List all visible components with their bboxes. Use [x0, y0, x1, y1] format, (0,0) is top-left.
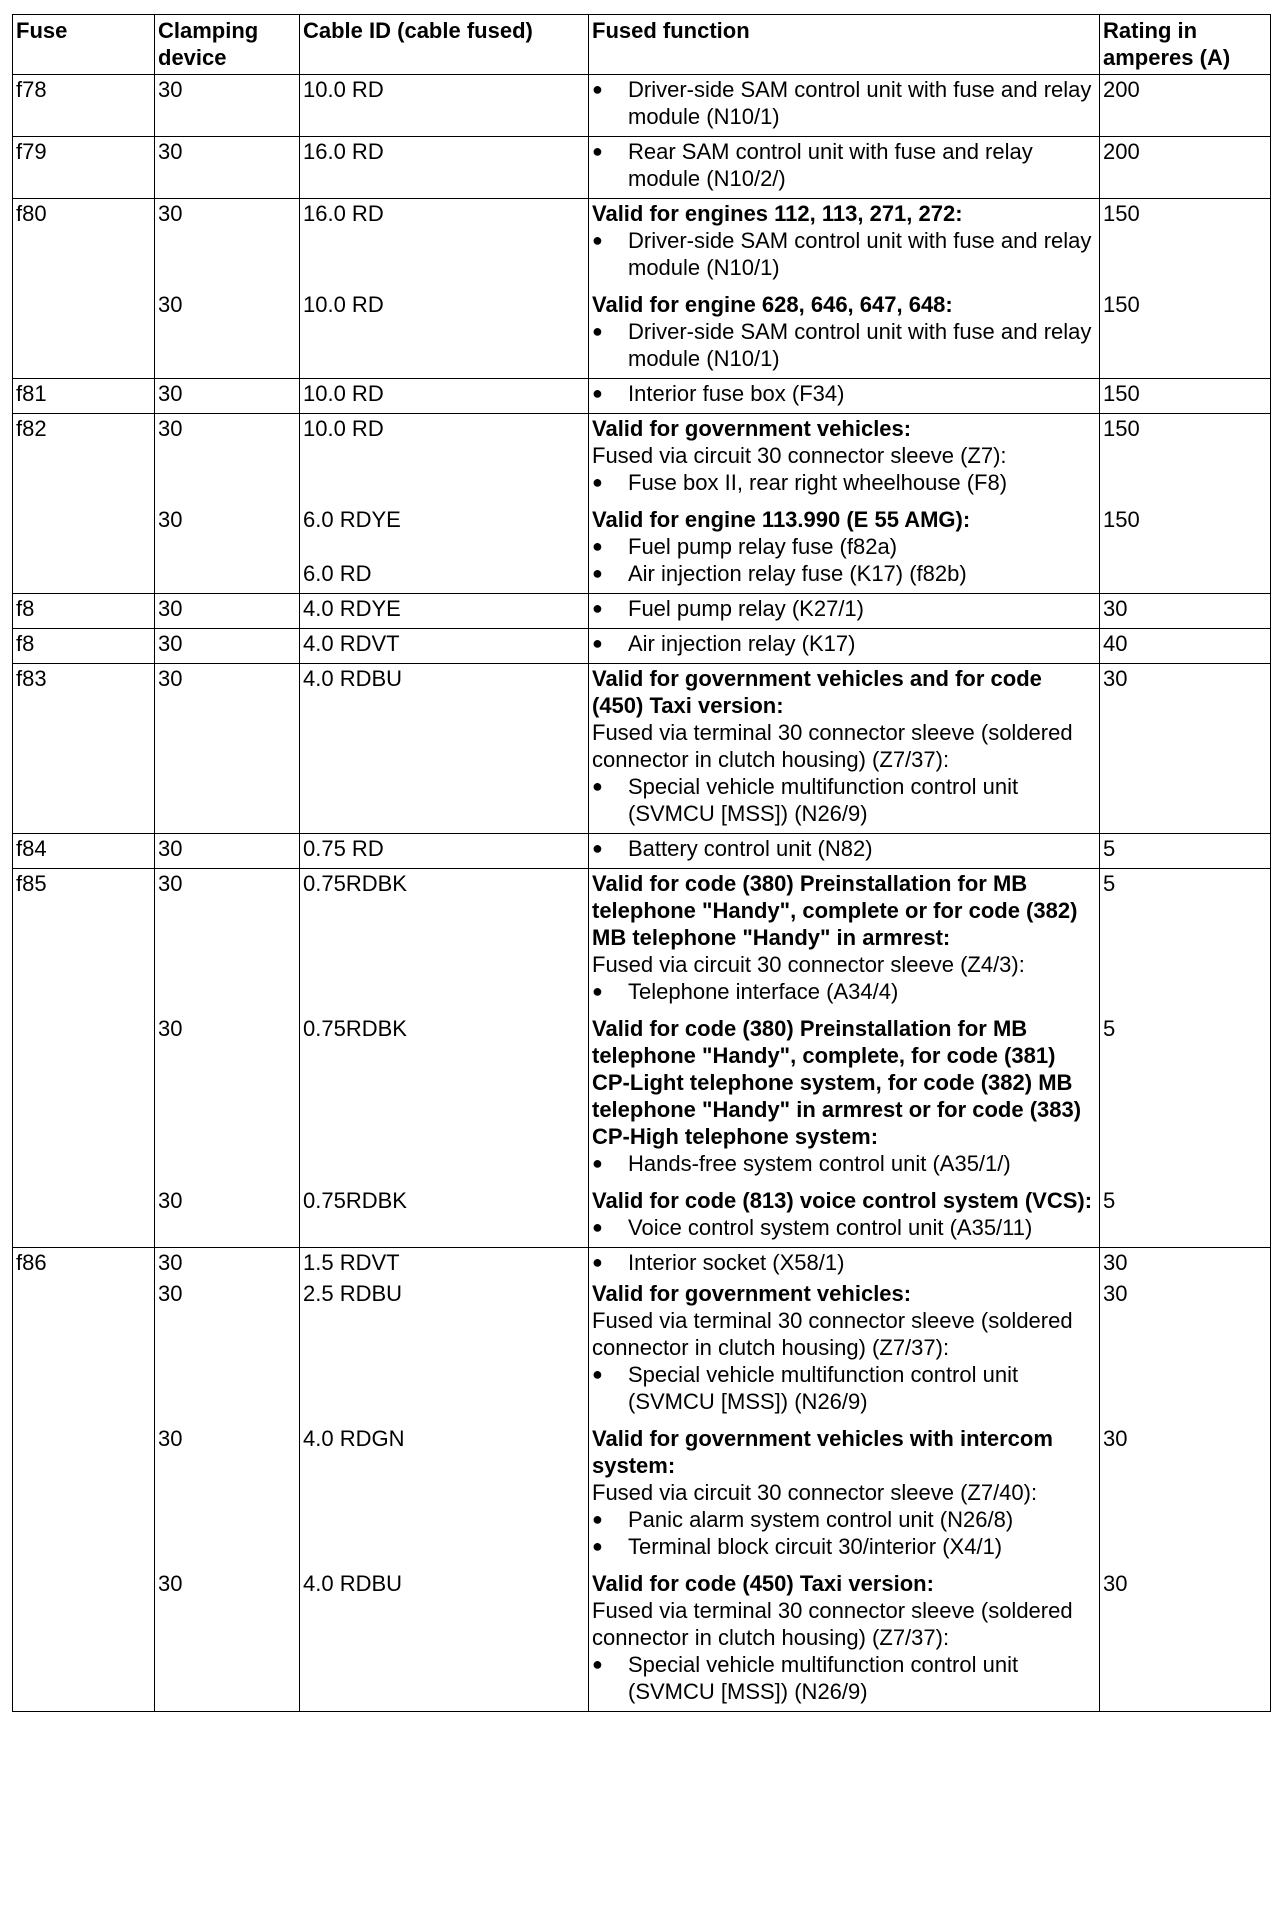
- clamping-entry: [155, 414, 299, 499]
- function-text: Fused via circuit 30 connector sleeve (Z4/3):: [592, 952, 1025, 977]
- fuse-cell: f80: [13, 199, 155, 379]
- function-entry: [589, 664, 1099, 830]
- function-entry: [589, 1186, 1099, 1244]
- cable-cell: [300, 137, 589, 199]
- cable-cell: [300, 834, 589, 869]
- rating-cell: [1100, 414, 1271, 594]
- cable-entry: [300, 137, 588, 195]
- rating-value: 30: [1103, 1426, 1128, 1451]
- bullet-text: Air injection relay fuse (K17) (f82b): [628, 561, 967, 586]
- bullet-icon: ●: [592, 383, 603, 403]
- bullet-icon: ●: [592, 981, 603, 1001]
- fuse-cell: f83: [13, 664, 155, 834]
- table-row: [13, 137, 1271, 199]
- cable-cell: [300, 199, 589, 379]
- cable-id: 0.75 RD: [303, 836, 384, 861]
- clamping-entry: [155, 1569, 299, 1708]
- bullet-item: [592, 1506, 1094, 1533]
- bullet-icon: ●: [592, 141, 603, 161]
- fuse-table-document: [12, 14, 1270, 1712]
- function-cell: [589, 834, 1100, 869]
- bullet-text: Special vehicle multifunction control unit (SVMCU [MSS]) (N26/9): [628, 774, 1019, 826]
- bullet-item: [592, 1249, 1094, 1276]
- rating-entry: [1100, 379, 1270, 410]
- bullet-icon: ●: [592, 1654, 603, 1674]
- rating-entry: [1100, 199, 1270, 284]
- rating-cell: [1100, 869, 1271, 1248]
- clamping-value: 30: [158, 201, 183, 226]
- clamping-cell: [155, 414, 300, 594]
- table-header: [13, 15, 1271, 75]
- clamping-cell: [155, 199, 300, 379]
- clamping-entry: [155, 379, 299, 410]
- function-entry: [589, 1569, 1099, 1708]
- cable-cell: [300, 594, 589, 629]
- header-fuse: Fuse: [13, 15, 155, 75]
- table-body: [13, 75, 1271, 1712]
- bullet-text: Rear SAM control unit with fuse and relay module (N10/2/): [628, 139, 1033, 191]
- bullet-icon: ●: [592, 1252, 603, 1272]
- clamping-cell: [155, 75, 300, 137]
- cable-entry: [300, 290, 588, 375]
- rating-cell: [1100, 664, 1271, 834]
- table-row: [13, 199, 1271, 379]
- cable-id: 10.0 RD: [303, 381, 384, 406]
- clamping-value: 30: [158, 666, 183, 691]
- table-row: [13, 379, 1271, 414]
- fuse-cell: f78: [13, 75, 155, 137]
- bullet-item: [592, 560, 1094, 587]
- clamping-entry: [155, 199, 299, 284]
- bullet-icon: ●: [592, 536, 603, 556]
- clamping-cell: [155, 1248, 300, 1712]
- clamping-value: 30: [158, 1188, 183, 1213]
- bullet-item: [592, 533, 1094, 560]
- bullet-item: [592, 1361, 1094, 1415]
- table-row: [13, 664, 1271, 834]
- bullet-icon: ●: [592, 1536, 603, 1556]
- rating-entry: [1100, 75, 1270, 133]
- rating-value: 5: [1103, 836, 1116, 861]
- bullet-text: Voice control system control unit (A35/11): [628, 1215, 1033, 1240]
- rating-entry: [1100, 290, 1270, 375]
- fuse-cell: f86: [13, 1248, 155, 1712]
- clamping-entry: [155, 594, 299, 625]
- cable-id: 2.5 RDBU: [303, 1281, 403, 1306]
- function-entry: [589, 869, 1099, 1008]
- cable-id: 6.0 RD: [303, 561, 372, 586]
- clamping-value: 30: [158, 836, 183, 861]
- bullet-text: Interior fuse box (F34): [628, 381, 845, 406]
- header-clamping-device: Clamping device: [155, 15, 300, 75]
- function-heading: Valid for engines 112, 113, 271, 272:: [592, 201, 963, 226]
- function-cell: [589, 629, 1100, 664]
- cable-entry: [300, 1186, 588, 1244]
- rating-cell: [1100, 75, 1271, 137]
- bullet-item: [592, 1651, 1094, 1705]
- bullet-item: [592, 227, 1094, 281]
- rating-value: 5: [1103, 1188, 1116, 1213]
- function-entry: [589, 505, 1099, 590]
- bullet-text: Driver-side SAM control unit with fuse and relay module (N10/1): [628, 228, 1092, 280]
- bullet-icon: ●: [592, 79, 603, 99]
- bullet-item: [592, 469, 1094, 496]
- cable-entry: [300, 379, 588, 410]
- bullet-item: [592, 318, 1094, 372]
- clamping-value: 30: [158, 139, 183, 164]
- bullet-text: Driver-side SAM control unit with fuse and relay module (N10/1): [628, 319, 1092, 371]
- rating-cell: [1100, 1248, 1271, 1712]
- clamping-value: 30: [158, 381, 183, 406]
- function-text: Fused via terminal 30 connector sleeve (soldered connector in clutch housing) (Z7/37):: [592, 720, 1073, 772]
- rating-entry: [1100, 414, 1270, 499]
- bullet-icon: ●: [592, 1509, 603, 1529]
- cable-cell: [300, 664, 589, 834]
- bullet-icon: ●: [592, 776, 603, 796]
- bullet-icon: ●: [592, 230, 603, 250]
- bullet-item: [592, 138, 1094, 192]
- bullet-text: Special vehicle multifunction control unit (SVMCU [MSS]) (N26/9): [628, 1362, 1019, 1414]
- function-text: Fused via terminal 30 connector sleeve (soldered connector in clutch housing) (Z7/37):: [592, 1598, 1073, 1650]
- clamping-entry: [155, 290, 299, 375]
- bullet-item: [592, 835, 1094, 862]
- function-entry: [589, 290, 1099, 375]
- function-cell: [589, 75, 1100, 137]
- cable-id: 0.75RDBK: [303, 871, 407, 896]
- clamping-entry: [155, 869, 299, 1008]
- cable-entry: [300, 869, 588, 1008]
- rating-entry: [1100, 505, 1270, 590]
- rating-value: 5: [1103, 871, 1116, 896]
- clamping-cell: [155, 869, 300, 1248]
- function-text: Fused via circuit 30 connector sleeve (Z7):: [592, 443, 1007, 468]
- function-heading: Valid for government vehicles:: [592, 416, 912, 441]
- cable-entry: [300, 199, 588, 284]
- bullet-text: Air injection relay (K17): [628, 631, 856, 656]
- bullet-item: [592, 76, 1094, 130]
- function-entry: [589, 199, 1099, 284]
- bullet-item: [592, 1150, 1094, 1177]
- function-text: Fused via circuit 30 connector sleeve (Z7/40):: [592, 1480, 1038, 1505]
- clamping-value: 30: [158, 1426, 183, 1451]
- clamping-value: 30: [158, 1571, 183, 1596]
- bullet-icon: ●: [592, 598, 603, 618]
- rating-entry: [1100, 137, 1270, 195]
- function-entry: [589, 137, 1099, 195]
- fuse-cell: f84: [13, 834, 155, 869]
- cable-id: 0.75RDBK: [303, 1188, 407, 1213]
- clamping-entry: [155, 137, 299, 195]
- bullet-text: Panic alarm system control unit (N26/8): [628, 1507, 1014, 1532]
- rating-value: 150: [1103, 507, 1140, 532]
- cable-cell: [300, 629, 589, 664]
- fuse-cell: f8: [13, 594, 155, 629]
- function-heading: Valid for code (380) Preinstallation for MB telephone "Handy", complete, for code (381) CP-Light telephone system, for code (382) MB telephone "Handy" in armrest or for code (383) CP-High telephone system:: [592, 1016, 1082, 1149]
- bullet-item: [592, 773, 1094, 827]
- function-heading: Valid for engine 628, 646, 647, 648:: [592, 292, 953, 317]
- rating-entry: [1100, 1279, 1270, 1418]
- cable-cell: [300, 75, 589, 137]
- rating-value: 5: [1103, 1016, 1116, 1041]
- rating-entry: [1100, 594, 1270, 625]
- bullet-icon: ●: [592, 1364, 603, 1384]
- function-heading: Valid for code (380) Preinstallation for MB telephone "Handy", complete or for code (382) MB telephone "Handy" in armrest:: [592, 871, 1078, 950]
- function-entry: [589, 379, 1099, 410]
- cable-id: 4.0 RDBU: [303, 666, 403, 691]
- function-entry: [589, 1014, 1099, 1180]
- cable-entry: [300, 1014, 588, 1180]
- function-cell: [589, 594, 1100, 629]
- cable-id: 4.0 RDBU: [303, 1571, 403, 1596]
- function-cell: [589, 664, 1100, 834]
- clamping-value: 30: [158, 1281, 183, 1306]
- cable-entry: [300, 1569, 588, 1708]
- clamping-entry: [155, 1424, 299, 1563]
- function-entry: [589, 834, 1099, 865]
- rating-value: 200: [1103, 139, 1140, 164]
- table-row: [13, 75, 1271, 137]
- clamping-entry: [155, 629, 299, 660]
- rating-value: 150: [1103, 381, 1140, 406]
- cable-cell: [300, 414, 589, 594]
- bullet-item: [592, 630, 1094, 657]
- rating-cell: [1100, 199, 1271, 379]
- bullet-item: [592, 595, 1094, 622]
- bullet-text: Fuel pump relay fuse (f82a): [628, 534, 898, 559]
- clamping-cell: [155, 834, 300, 869]
- cable-id: 16.0 RD: [303, 139, 384, 164]
- clamping-value: 30: [158, 416, 183, 441]
- clamping-cell: [155, 664, 300, 834]
- function-cell: [589, 137, 1100, 199]
- bullet-text: Battery control unit (N82): [628, 836, 873, 861]
- cable-id: 10.0 RD: [303, 292, 384, 317]
- bullet-text: Interior socket (X58/1): [628, 1250, 845, 1275]
- cable-id: 4.0 RDYE: [303, 596, 401, 621]
- bullet-icon: ●: [592, 1217, 603, 1237]
- bullet-text: Special vehicle multifunction control unit (SVMCU [MSS]) (N26/9): [628, 1652, 1019, 1704]
- header-fused-function: Fused function: [589, 15, 1100, 75]
- cable-id: 10.0 RD: [303, 77, 384, 102]
- rating-value: 150: [1103, 416, 1140, 441]
- clamping-value: 30: [158, 292, 183, 317]
- table-row: [13, 414, 1271, 594]
- cable-cell: [300, 869, 589, 1248]
- header-row: [13, 15, 1271, 75]
- rating-entry: [1100, 869, 1270, 1008]
- clamping-entry: [155, 664, 299, 830]
- rating-entry: [1100, 1186, 1270, 1244]
- table-row: [13, 869, 1271, 1248]
- bullet-text: Fuel pump relay (K27/1): [628, 596, 864, 621]
- bullet-text: Telephone interface (A34/4): [628, 979, 899, 1004]
- clamping-cell: [155, 594, 300, 629]
- bullet-icon: ●: [592, 472, 603, 492]
- header-cable-id: Cable ID (cable fused): [300, 15, 589, 75]
- rating-cell: [1100, 594, 1271, 629]
- bullet-item: [592, 1214, 1094, 1241]
- rating-cell: [1100, 137, 1271, 199]
- clamping-cell: [155, 629, 300, 664]
- clamping-value: 30: [158, 1016, 183, 1041]
- cable-entry: [300, 664, 588, 830]
- rating-entry: [1100, 1424, 1270, 1563]
- cable-id: 4.0 RDVT: [303, 631, 400, 656]
- rating-value: 30: [1103, 596, 1128, 621]
- rating-value: 30: [1103, 1571, 1128, 1596]
- rating-value: 40: [1103, 631, 1128, 656]
- function-cell: [589, 1248, 1100, 1712]
- rating-entry: [1100, 629, 1270, 660]
- function-entry: [589, 1248, 1099, 1279]
- cable-entry: [300, 75, 588, 133]
- function-cell: [589, 414, 1100, 594]
- clamping-entry: [155, 1014, 299, 1180]
- cable-id: 16.0 RD: [303, 201, 384, 226]
- function-entry: [589, 594, 1099, 625]
- rating-entry: [1100, 1248, 1270, 1279]
- fuse-cell: f82: [13, 414, 155, 594]
- rating-entry: [1100, 834, 1270, 865]
- fuse-table: [12, 14, 1271, 1712]
- rating-entry: [1100, 1014, 1270, 1180]
- cable-id: 1.5 RDVT: [303, 1250, 400, 1275]
- header-rating: Rating in amperes (A): [1100, 15, 1271, 75]
- clamping-value: 30: [158, 1250, 183, 1275]
- function-heading: Valid for code (813) voice control system (VCS):: [592, 1188, 1093, 1213]
- function-entry: [589, 1424, 1099, 1563]
- clamping-entry: [155, 1248, 299, 1279]
- cable-id: 4.0 RDGN: [303, 1426, 405, 1451]
- clamping-value: 30: [158, 871, 183, 896]
- function-entry: [589, 75, 1099, 133]
- cable-entry: [300, 834, 588, 865]
- rating-cell: [1100, 379, 1271, 414]
- cable-entry: [300, 594, 588, 625]
- rating-value: 200: [1103, 77, 1140, 102]
- clamping-cell: [155, 137, 300, 199]
- cable-id: [303, 533, 583, 560]
- cable-id: 0.75RDBK: [303, 1016, 407, 1041]
- clamping-value: 30: [158, 631, 183, 656]
- table-row: [13, 834, 1271, 869]
- function-entry: [589, 414, 1099, 499]
- rating-cell: [1100, 629, 1271, 664]
- table-row: [13, 1248, 1271, 1712]
- bullet-item: [592, 978, 1094, 1005]
- clamping-value: 30: [158, 596, 183, 621]
- bullet-icon: ●: [592, 563, 603, 583]
- fuse-cell: f81: [13, 379, 155, 414]
- cable-cell: [300, 1248, 589, 1712]
- rating-value: 30: [1103, 1250, 1128, 1275]
- bullet-icon: ●: [592, 838, 603, 858]
- fuse-cell: f85: [13, 869, 155, 1248]
- rating-entry: [1100, 1569, 1270, 1708]
- bullet-item: [592, 1533, 1094, 1560]
- cable-entry: [300, 1248, 588, 1279]
- bullet-text: Driver-side SAM control unit with fuse and relay module (N10/1): [628, 77, 1092, 129]
- function-heading: Valid for government vehicles:: [592, 1281, 912, 1306]
- clamping-value: 30: [158, 507, 183, 532]
- function-heading: Valid for engine 113.990 (E 55 AMG):: [592, 507, 971, 532]
- clamping-entry: [155, 1186, 299, 1244]
- function-heading: Valid for government vehicles with intercom system:: [592, 1426, 1053, 1478]
- function-cell: [589, 199, 1100, 379]
- fuse-cell: f79: [13, 137, 155, 199]
- bullet-icon: ●: [592, 321, 603, 341]
- bullet-text: Terminal block circuit 30/interior (X4/1): [628, 1534, 1003, 1559]
- bullet-text: Fuse box II, rear right wheelhouse (F8): [628, 470, 1008, 495]
- cable-id: 10.0 RD: [303, 416, 384, 441]
- table-row: [13, 594, 1271, 629]
- cable-entry: [300, 414, 588, 499]
- clamping-entry: [155, 834, 299, 865]
- rating-entry: [1100, 664, 1270, 830]
- cable-entry: [300, 505, 588, 590]
- fuse-cell: f8: [13, 629, 155, 664]
- cable-entry: [300, 629, 588, 660]
- cable-entry: [300, 1424, 588, 1563]
- rating-value: 30: [1103, 1281, 1128, 1306]
- table-row: [13, 629, 1271, 664]
- function-entry: [589, 629, 1099, 660]
- cable-id: 6.0 RDYE: [303, 507, 401, 532]
- cable-entry: [300, 1279, 588, 1418]
- rating-value: 150: [1103, 292, 1140, 317]
- bullet-icon: ●: [592, 1153, 603, 1173]
- cable-cell: [300, 379, 589, 414]
- clamping-cell: [155, 379, 300, 414]
- function-heading: Valid for government vehicles and for code (450) Taxi version:: [592, 666, 1042, 718]
- bullet-item: [592, 380, 1094, 407]
- rating-value: 30: [1103, 666, 1128, 691]
- rating-value: 150: [1103, 201, 1140, 226]
- rating-cell: [1100, 834, 1271, 869]
- function-cell: [589, 869, 1100, 1248]
- function-text: Fused via terminal 30 connector sleeve (soldered connector in clutch housing) (Z7/37):: [592, 1308, 1073, 1360]
- clamping-entry: [155, 1279, 299, 1418]
- bullet-icon: ●: [592, 633, 603, 653]
- clamping-entry: [155, 505, 299, 590]
- function-cell: [589, 379, 1100, 414]
- function-entry: [589, 1279, 1099, 1418]
- clamping-value: 30: [158, 77, 183, 102]
- clamping-entry: [155, 75, 299, 133]
- function-heading: Valid for code (450) Taxi version:: [592, 1571, 934, 1596]
- bullet-text: Hands-free system control unit (A35/1/): [628, 1151, 1011, 1176]
